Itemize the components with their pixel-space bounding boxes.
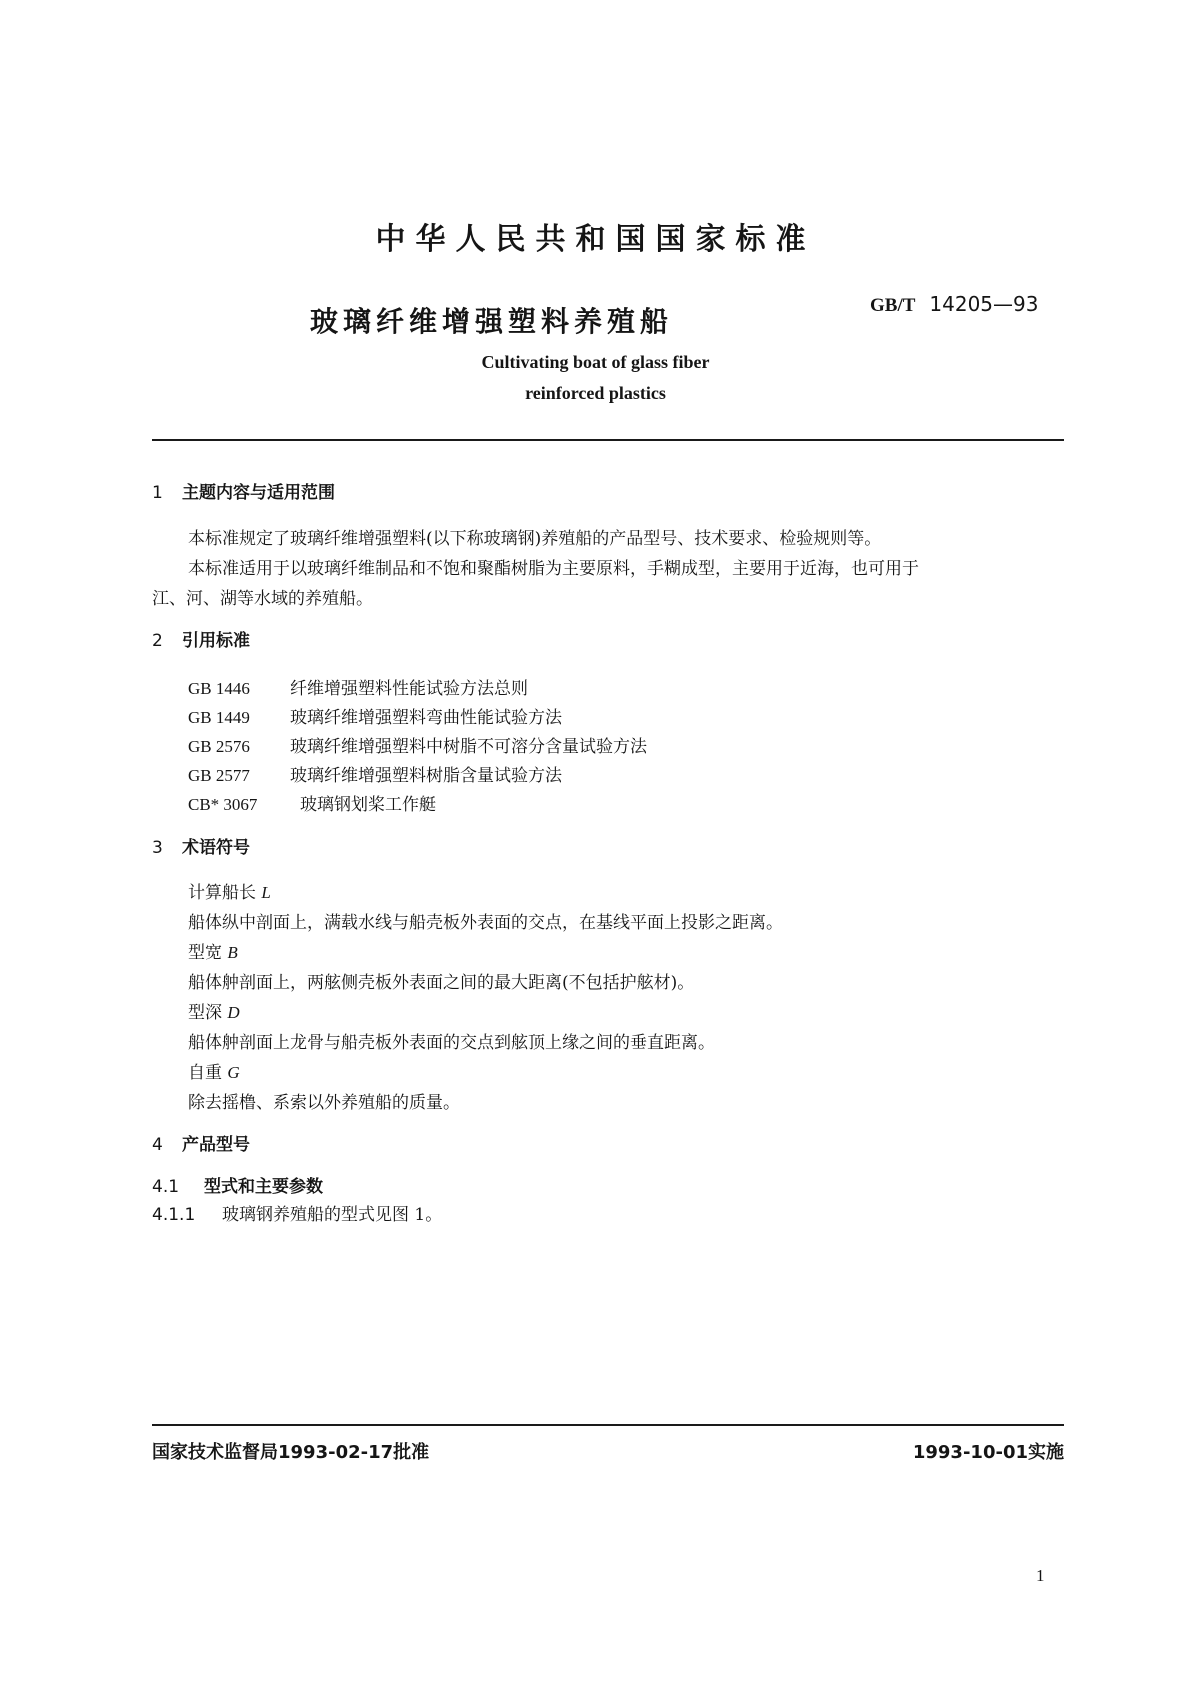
term-definition: 船体纵中剖面上，满载水线与船壳板外表面的交点，在基线平面上投影之距离。: [188, 913, 783, 933]
section-1-para-2b: 江、河、湖等水域的养殖船。: [152, 589, 373, 609]
reference-title: 玻璃纤维增强塑料弯曲性能试验方法: [290, 708, 562, 728]
subsection-4-1-1-text: 玻璃钢养殖船的型式见图 1。: [222, 1205, 443, 1225]
standard-code: 14205—93: [929, 292, 1039, 316]
term-symbol: L: [261, 883, 271, 902]
section-3-heading: [152, 833, 250, 858]
term-label: 型宽: [188, 943, 222, 963]
subsection-4-1-1-number: 4.1.1: [152, 1205, 196, 1225]
section-1-para-1: 本标准规定了玻璃纤维增强塑料(以下称玻璃钢)养殖船的产品型号、技术要求、检验规则等。: [188, 529, 882, 549]
section-4-title: 产品型号: [182, 1135, 250, 1155]
section-1-heading: [152, 478, 335, 503]
reference-title: 玻璃纤维增强塑料树脂含量试验方法: [290, 766, 562, 786]
standard-number: [870, 292, 1038, 317]
subsection-4-1-title: 型式和主要参数: [204, 1177, 323, 1197]
term-label: 型深: [188, 1003, 222, 1023]
english-title-line1: Cultivating boat of glass fiber: [481, 352, 710, 372]
subsection-4-1-heading: [152, 1172, 323, 1197]
reference-code: CB* 3067: [188, 795, 258, 814]
section-4-heading: [152, 1130, 250, 1155]
reference-title: 纤维增强塑料性能试验方法总则: [290, 679, 528, 699]
reference-item: [188, 674, 528, 699]
term-definition: 除去摇橹、系索以外养殖船的质量。: [188, 1093, 460, 1113]
subsection-4-1-number: 4.1: [152, 1177, 180, 1197]
reference-item: [188, 790, 436, 815]
document-title: 玻璃纤维增强塑料养殖船: [310, 305, 674, 338]
term-definition: 船体舯剖面上龙骨与船壳板外表面的交点到舷顶上缘之间的垂直距离。: [188, 1033, 715, 1053]
section-4-number: 4: [152, 1135, 163, 1155]
section-3-number: 3: [152, 838, 163, 858]
term-label: 自重: [188, 1063, 222, 1083]
term-symbol: D: [227, 1003, 240, 1022]
reference-code: GB 2577: [188, 766, 250, 785]
standard-prefix: GB/T: [870, 295, 916, 316]
term-name: [188, 998, 240, 1023]
header-divider: [152, 439, 1064, 441]
subsection-4-1-1: [152, 1200, 442, 1225]
reference-item: [188, 732, 647, 757]
org-title: 中华人民共和国国家标准: [375, 222, 816, 257]
section-2-number: 2: [152, 631, 163, 651]
term-symbol: G: [227, 1063, 240, 1082]
reference-code: GB 1449: [188, 708, 250, 727]
term-label: 计算船长: [188, 883, 256, 903]
section-1-number: 1: [152, 483, 163, 503]
approval-date: 国家技术监督局1993-02-17批准: [152, 1442, 430, 1463]
reference-code: GB 2576: [188, 737, 250, 756]
term-name: [188, 1058, 240, 1083]
term-name: [188, 938, 238, 963]
section-1-para-2a: 本标准适用于以玻璃纤维制品和不饱和聚酯树脂为主要原料，手糊成型，主要用于近海，也可用于: [188, 559, 919, 579]
footer-divider: [152, 1424, 1064, 1426]
term-symbol: B: [227, 943, 238, 962]
term-definition: 船体舯剖面上，两舷侧壳板外表面之间的最大距离(不包括护舷材)。: [188, 973, 695, 993]
section-2-heading: [152, 626, 250, 651]
reference-code: GB 1446: [188, 679, 250, 698]
reference-title: 玻璃钢划桨工作艇: [300, 795, 436, 815]
section-1-title: 主题内容与适用范围: [182, 483, 335, 503]
effective-date: 1993-10-01实施: [912, 1442, 1064, 1463]
term-name: [188, 878, 271, 903]
reference-title: 玻璃纤维增强塑料中树脂不可溶分含量试验方法: [290, 737, 647, 757]
section-2-title: 引用标准: [182, 631, 250, 651]
reference-item: [188, 703, 562, 728]
section-3-title: 术语符号: [182, 838, 250, 858]
english-title-line2: reinforced plastics: [525, 383, 666, 403]
page-number: 1: [1036, 1566, 1045, 1585]
reference-item: [188, 761, 562, 786]
